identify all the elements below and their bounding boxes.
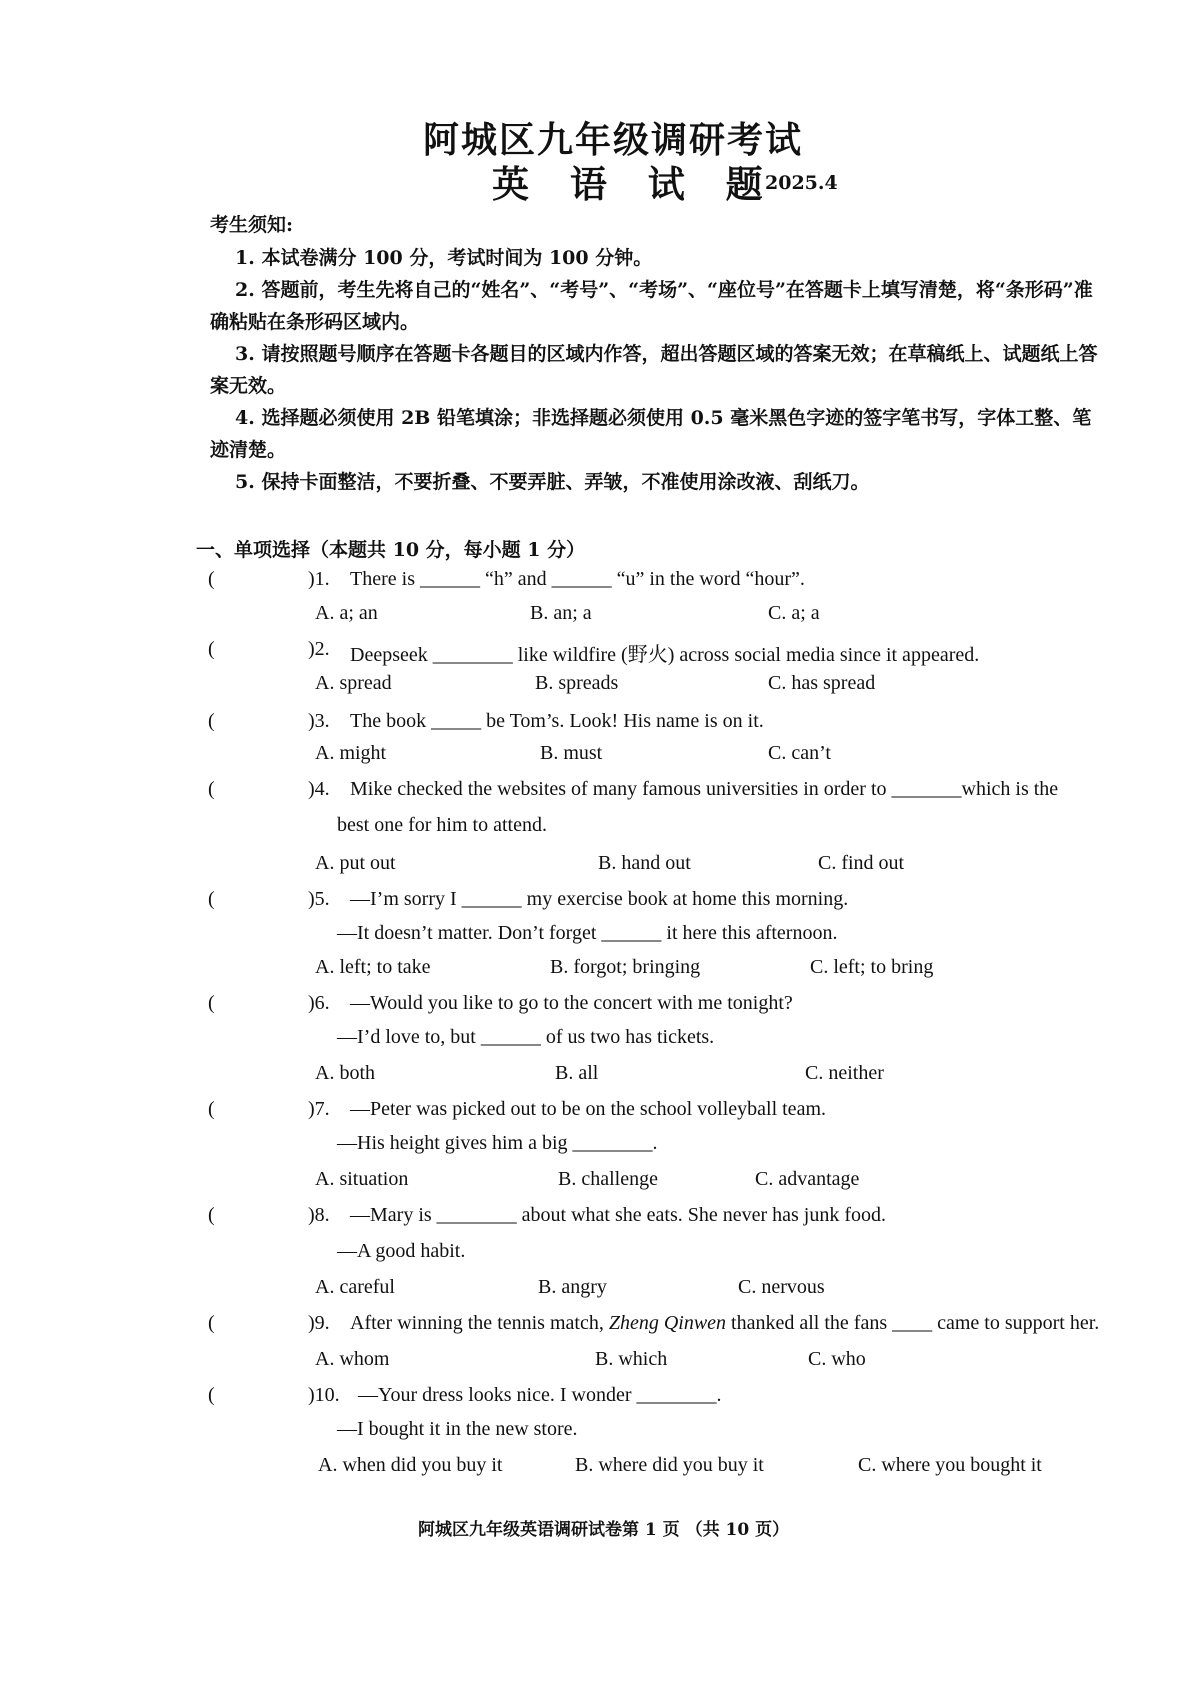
stem-part: thanked all the fans ____ came to support her. [726,1312,1100,1334]
stem-name-italic: Zheng Qinwen [608,1312,727,1334]
notice-item: 1. 本试卷满分 100 分，考试时间为 100 分钟。 [235,247,653,269]
option-a: A. spread [315,672,392,694]
question-stem: —Peter was picked out to be on the school volleyball team. [350,1098,826,1120]
question-number: )3. [308,710,330,732]
answer-paren: ( [208,1312,215,1334]
question-number: )9. [308,1312,330,1334]
exam-title: 阿城区九年级调研考试 [423,119,804,161]
option-b: B. all [555,1062,599,1084]
option-c: C. advantage [755,1168,860,1190]
option-c: C. left; to bring [810,956,934,978]
option-a: A. situation [315,1168,409,1190]
answer-paren: ( [208,1204,215,1226]
option-b: B. an; a [530,602,592,624]
question-stem-cont: —I bought it in the new store. [337,1418,578,1440]
option-c: C. where you bought it [858,1454,1042,1476]
option-a: A. put out [315,852,396,874]
question-number: )2. [308,638,330,660]
answer-paren: ( [208,1098,215,1120]
option-c: C. find out [818,852,905,874]
question-number: )10. [308,1384,340,1406]
question-stem: Mike checked the websites of many famous universities in order to _______which is the [350,778,1059,800]
answer-paren: ( [208,638,215,660]
option-a: A. when did you buy it [318,1454,503,1476]
exam-subtitle: 英 语 试 题 [492,162,777,206]
question-stem-cont: —A good habit. [337,1240,466,1262]
question-stem: —Would you like to go to the concert with me tonight? [350,992,793,1014]
option-c: C. a; a [768,602,820,624]
option-c: C. who [808,1348,866,1370]
option-b: B. forgot; bringing [550,956,701,978]
option-a: A. left; to take [315,956,431,978]
notice-item: 3. 请按照题号顺序在答题卡各题目的区域内作答，超出答题区域的答案无效；在草稿纸上、试题纸上答案无效。 [210,343,1098,397]
answer-paren: ( [208,1384,215,1406]
option-a: A. might [315,742,387,764]
question-stem: —Your dress looks nice. I wonder ________. [358,1384,722,1406]
question-stem [350,1312,1099,1335]
question-number: )5. [308,888,330,910]
option-c: C. nervous [738,1276,825,1298]
option-b: B. spreads [535,672,619,694]
option-b: B. must [540,742,603,764]
question-number: )4. [308,778,330,800]
question-number: )8. [308,1204,330,1226]
question-number: )6. [308,992,330,1014]
notice-item: 2. 答题前，考生先将自己的“姓名”、“考号”、“考场”、“座位号”在答题卡上填写清楚，将“条形码”准确粘贴在条形码区域内。 [210,279,1093,333]
option-c: C. neither [805,1062,884,1084]
stem-part: After winning the tennis match, [350,1312,609,1334]
question-stem-cont: —I’d love to, but ______ of us two has tickets. [337,1026,715,1048]
option-b: B. where did you buy it [575,1454,764,1476]
answer-paren: ( [208,992,215,1014]
answer-paren: ( [208,888,215,910]
option-a: A. whom [315,1348,390,1370]
question-stem: —Mary is ________ about what she eats. She never has junk food. [350,1204,887,1226]
option-a: A. a; an [315,602,378,624]
question-stem: Deepseek ________ like wildfire (野火) across social media since it appeared. [350,644,980,666]
page-footer: 阿城区九年级英语调研试卷第 1 页 （共 10 页） [418,1520,790,1540]
answer-paren: ( [208,710,215,732]
option-b: B. hand out [598,852,691,874]
option-a: A. careful [315,1276,395,1298]
section-title: 一、单项选择（本题共 10 分，每小题 1 分） [196,539,586,561]
notice-item: 4. 选择题必须使用 2B 铅笔填涂；非选择题必须使用 0.5 毫米黑色字迹的签字笔书写，字体工整、笔迹清楚。 [210,407,1092,461]
exam-date: 2025.4 [765,172,838,194]
option-a: A. both [315,1062,375,1084]
option-c: C. can’t [768,742,831,764]
question-number: )1. [308,568,330,590]
notice-item: 5. 保持卡面整洁，不要折叠、不要弄脏、弄皱，不准使用涂改液、刮纸刀。 [235,471,870,493]
option-b: B. challenge [558,1168,658,1190]
notice-heading: 考生须知: [210,214,294,236]
option-b: B. angry [538,1276,607,1298]
question-stem-cont: —His height gives him a big ________. [337,1132,658,1154]
question-stem: There is ______ “h” and ______ “u” in the word “hour”. [350,568,805,590]
answer-paren: ( [208,778,215,800]
question-number: )7. [308,1098,330,1120]
question-stem: The book _____ be Tom’s. Look! His name is on it. [350,710,764,732]
question-stem-cont: best one for him to attend. [337,814,547,836]
option-b: B. which [595,1348,668,1370]
option-c: C. has spread [768,672,876,694]
question-stem: —I’m sorry I ______ my exercise book at home this morning. [350,888,849,910]
notice-list [210,242,1110,498]
question-stem-cont: —It doesn’t matter. Don’t forget ______ it here this afternoon. [337,922,838,944]
answer-paren: ( [208,568,215,590]
